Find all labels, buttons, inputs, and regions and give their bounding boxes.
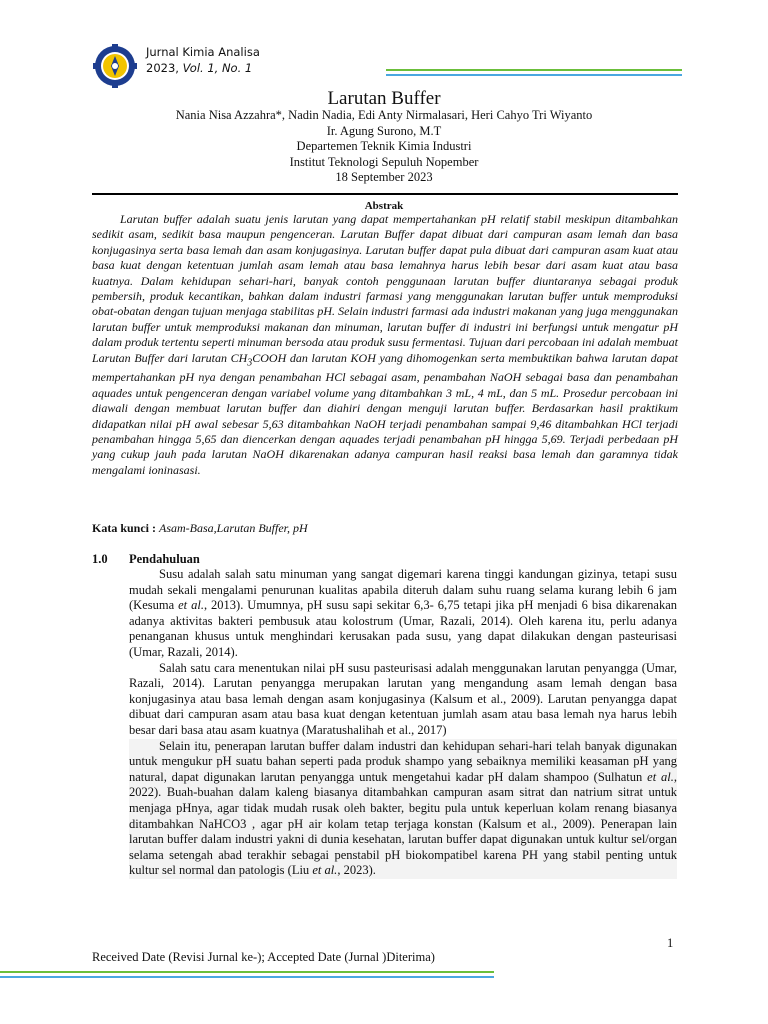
- journal-name: Jurnal Kimia Analisa: [146, 45, 260, 59]
- section-title: Pendahuluan: [129, 552, 200, 566]
- footer-divider: [0, 971, 494, 981]
- its-logo-icon: [93, 44, 137, 88]
- journal-year: 2023,: [146, 61, 179, 75]
- section-body: [129, 567, 677, 879]
- title-rule: [92, 193, 678, 195]
- paragraph-2: Salah satu cara menentukan nilai pH susu pasteurisasi adalah menggunakan larutan penyangga (Umar, Razali, 2014). Larutan penyangga merupakan larutan yang mengandung asam lemah dengan basa konjugasinya atau basa lemah dengan asam konjugasinya (Kalsum et al., 2009). Larutan penyangga dapat dibuat dari campuran asam atau basa kuat dengan ketentuan jumlah asam atau basa lemah nya harus lebih besar dari basa atau asam kuatnya (Maratushalihah et al., 2017): [129, 660, 677, 737]
- header-divider: [386, 69, 682, 79]
- department: Departemen Teknik Kimia Industri: [296, 139, 472, 153]
- section-heading: [92, 552, 200, 567]
- abstract-text: Larutan buffer adalah suatu jenis larutan yang dapat mempertahankan pH relatif stabil meskipun ditambahkan sedikit asam, sedikit basa maupun pengenceran. Larutan Buffer dapat dibuat dari campuran asam lemah dan basa konjugasinya serta basa lemah dan asam konjugasinya. Larutan buffer dapat pula dibuat dari campuran asam kuat atau basa kuat dengan ketentuan jumlah asam lemah atau basa lemahnya harus lebih besar dari asam kuat atau basa kuatnya. Dalam kehidupan sehari-hari, banyak contoh penggunaan larutan buffer diuntaranya sebagai produk pembersih, produk kecantikan, bahkan dalam industri farmasi yang menggunakan larutan buffer untuk memproduksi obat-obatan dengan tujuan menjaga stabilitas pH. Selain industri farmasi ada industri makanan yang juga menggunakan larutan buffer untuk memproduksi makanan dan minuman, larutan buffer di industri ini berfungsi untuk mengatur pH dalam produk tertentu seperti minuman bersoda atau produk susu fermentasi. Tujuan dari percobaan ini adalah membuat Larutan Buffer dari larutan $CH_3COOH$ dan larutan KOH yang dihomogenkan serta membuktikan bahwa larutan dapat mempertahankan pH nya dengan penambahan HCl sebagai asam, penambahan NaOH sebagai basa dan penambahan aquades untuk pengenceran dengan variabel volume yang ditambahkan 3 mL, 4 mL, dan 5 mL. Prosedur percobaan ini diawali dengan membuat larutan buffer dan diahiri dengan menguji larutan buffer. Berdasarkan hasil praktikum didapatkan nilai pH awal sebesar 5,63 ditambahkan NaOH terjadi penambahan sampai 9,46 ditambahkan HCl terjadi penambahan hingga 5,65 dan diencerkan dengan aquades terjadi penambahan pH hingga 5,69. Terjadi perbedaan pH yang cukup jauh pada larutan NaOH dikarenakan adanya campuran hasil reaksi basa lemah dan garamnya tidak mengalami ioninasasi.: [92, 212, 679, 477]
- paper-title: Larutan Buffer: [327, 88, 441, 109]
- institution: Institut Teknologi Sepuluh Nopember: [289, 154, 479, 169]
- paper-meta: [0, 108, 768, 186]
- authors: Nania Nisa Azzahra*, Nadin Nadia, Edi Anty Nirmalasari, Heri Cahyo Tri Wiyanto: [175, 108, 593, 122]
- paragraph-3: Selain itu, penerapan larutan buffer dalam industri dan kehidupan sehari-hari telah banyak digunakan untuk mengukur pH suatu bahan seperti pada produk shampo yang sebaiknya memiliki keasaman pH yang natural, dapat digunakan larutan penyangga untuk mengetahui kadar pH dalam shampoo (Sulhatun et al., 2022). Buah-buahan dalam kaleng biasanya ditambahkan campuran asam sitrat dan natrium sitrat untuk menjaga pHnya, agar tidak mudah rusak oleh bakter, begitu pula untuk keperluan kolam renang biasanya ditambahkan NaHCO3 , agar pH air kolam tetap terjaga konstan (Kalsum et al., 2009). Penerapan lain larutan buffer dalam industri yakni di dunia kesehatan, larutan buffer dapat digunakan untuk kultur sel/organ selama setengah abad terakhir sebagai penstabil pH biokompatibel karena PH yang stabil penting untuk kultur sel normal dan patologis (Liu et al., 2023).: [129, 738, 677, 878]
- abstract-heading: Abstrak: [364, 200, 404, 212]
- section-number: 1.0: [92, 552, 108, 566]
- keywords: [92, 521, 308, 536]
- paper-date: 18 September 2023: [335, 170, 433, 184]
- keywords-value: Asam-Basa,Larutan Buffer, pH: [159, 521, 308, 535]
- keywords-label: Kata kunci :: [92, 521, 157, 535]
- footer-dates: Received Date (Revisi Jurnal ke-); Accepted Date (Jurnal )Diterima): [92, 950, 435, 964]
- paragraph-1: Susu adalah salah satu minuman yang sangat digemari karena tinggi kandungan gizinya, tetapi susu mudah sekali mengalami penurunan kualitas apabila diteruh dalam suhu ruang selama kurang lebih 6 jam (Kesuma et al., 2013). Umumnya, pH susu sapi sekitar 6,3- 6,75 tetapi jika pH menjadi 6 bisa dikarenakan adanya aktivitas bakteri pembusuk atau kolostrum (Umar, Razali, 2014). Oleh karena itu, perlu adanya penanganan khusus untuk menghindari kerusakan pada susu, yang dapat dilakukan dengan pasteurisasi (Umar, Razali, 2014).: [129, 567, 677, 659]
- journal-volume: Vol. 1, No. 1: [182, 61, 253, 75]
- page-number: 1: [667, 936, 674, 950]
- supervisor: Ir. Agung Surono, M.T: [326, 123, 442, 138]
- journal-info: [146, 44, 260, 76]
